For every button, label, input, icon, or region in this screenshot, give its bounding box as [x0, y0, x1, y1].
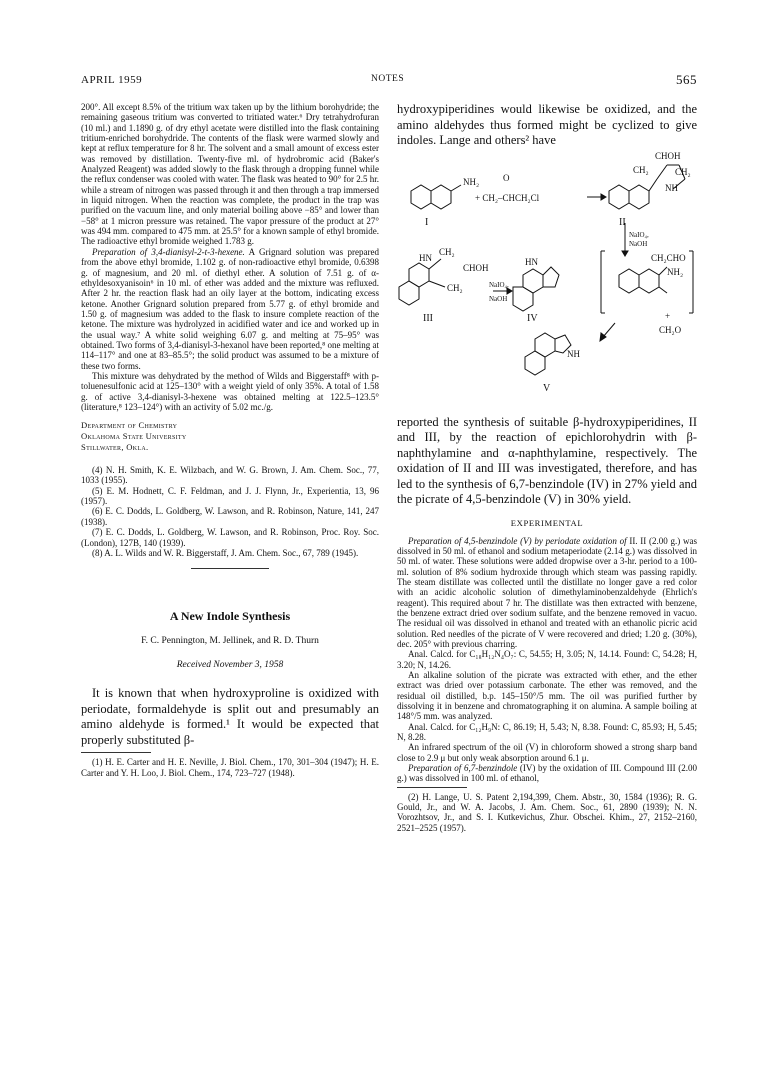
reference-item: (6) E. C. Dodds, L. Goldberg, W. Lawson, and R. Robinson, Nature, 141, 247 (1938).: [81, 506, 379, 527]
footnote-1: (1) H. E. Carter and H. E. Neville, J. Biol. Chem., 170, 301–304 (1947); H. E. Carter and Y. H. Loo, J. Biol. Chem., 174, 723–727 (1948).: [81, 757, 379, 778]
affiliation-line: Stillwater, Okla.: [81, 441, 149, 452]
group-label: CH₂: [447, 282, 463, 293]
group-label: CH₂CHO: [651, 252, 686, 263]
header-date: APRIL 1959: [81, 74, 143, 86]
article-title: A New Indole Synthesis: [169, 609, 291, 624]
group-label: CHOH: [655, 150, 681, 161]
compound-label: IV: [527, 312, 538, 324]
group-label: CHOH: [463, 262, 489, 273]
right-column: [397, 102, 697, 833]
right-intro: hydroxypiperidines would likewise be oxidized, and the amino aldehydes thus formed might be cyclized to give indoles. Lange and others² have: [397, 102, 697, 147]
compound-label: I: [425, 216, 429, 228]
reagent-label: NaIO₄,: [629, 230, 649, 239]
subsection-title: Preparation of 6,7-benzindole: [408, 763, 518, 774]
subsection-title: Preparation of 3,4-dianisyl-2-t-3-hexene.: [92, 246, 245, 257]
received-date: Received November 3, 1958: [176, 660, 284, 671]
reference-list: [81, 465, 379, 558]
subsection-title-cont: (V) by periodate oxidation of: [517, 535, 627, 546]
left-paragraph-1: 200°. All except 8.5% of the tritium wax taken up by the lithium borohydride; the remaining gaseous tritium was converted to tritiated water.⁶ Dry tetrahydrofuran (10 ml.) and 1.1890 g. of dry ethyl acetate were distilled into the flask containing tritium-enriched borohydride. The contents of the flask were warmed slowly and kept at reflux temperature for 8 hr. The solvent and a small amount of excess ester was removed by distillation. Twenty-five ml. of hydrobromic acid (Baker's Analyzed Reagent) was added slowly to the flask through a dropping funnel while the reflux condenser was cooled with water. The flask was heated to 90° for 2.5 hr. while a stream of nitrogen was passed through it and then through a trap immersed in liquid nitrogen. When the reaction was complete, the product in the trap was purified on the vacuum line, and only material boiling above −85° and lower than −58° at 1 micron pressure was retained. The vapor pressure of the product at 27° was 494 mm. compared to 475 mm. at 25.5° for a known sample of ethyl bromide. The radioactive ethyl bromide weighed 1.783 g.: [81, 102, 379, 247]
reference-item: (4) N. H. Smith, K. E. Wilzbach, and W. G. Brown, J. Am. Chem. Soc., 77, 1033 (1955).: [81, 465, 379, 486]
divider: [191, 568, 269, 569]
reagent-label: NaOH: [489, 294, 508, 303]
article-intro: It is known that when hydroxyproline is oxidized with periodate, formaldehyde is split out and presumably an amino aldehyde is formed.¹ It would be expected that properly substituted β-: [81, 686, 379, 747]
reference-item: (7) E. C. Dodds, L. Goldberg, W. Lawson, and R. Robinson, Proc. Roy. Soc. (London), 127B, 140 (1939).: [81, 527, 379, 548]
group-label: NH₂: [463, 176, 480, 187]
experimental-paragraph-3: An infrared spectrum of the oil (V) in chloroform showed a strong sharp band close to 2.9 μ but only weak absorption around 6.1 μ.: [397, 742, 697, 763]
left-paragraph-3: This mixture was dehydrated by the method of Wilds and Biggerstaff⁸ with p-toluenesulfonic acid at 125–130° with a weight yield of only 35%. A total of 1.58 g. of active 3,4-dianisyl-3-hexene was obtained melting at 122.5–123.5° (literature,⁸ 123–124°) with an activity of 5.02 mc./g.: [81, 370, 379, 412]
group-label: CH₂: [675, 166, 691, 177]
article-authors: F. C. Pennington, M. Jellinek, and R. D. Thurn: [141, 636, 319, 647]
page-number: 565: [676, 72, 697, 87]
footnote-divider: [397, 787, 467, 788]
experimental-paragraph-1: [397, 536, 697, 650]
group-label: NH: [567, 348, 580, 359]
experimental-text: II. II (2.00 g.) was dissolved in 50 ml. of ethanol and sodium metaperiodate (2.14 g.) was dissolved in 50 ml. of water. These solutions were added dropwise over a 3-hr. period to a 100-ml. solution of 8% sodium hydroxide through which steam was passing rapidly. The steam distillate was collected until the distillate no longer gave a red color with an acidic alcoholic solution of dimethylaminobenzaldehyde (Ehrlich's reagent). This required about 7 hr. The distillate was then extracted with benzene, the benzene extract dried over sodium sulfate, and the benzene removed in vacuo. The residual oil was dissolved in ethanol and treated with an ethanolic picric acid solution. Red needles of the picrate of V were recovered and dried; 1.20 g. (30%), dec. 205° with previous charring.: [397, 535, 698, 649]
group-label: CH₂: [633, 164, 649, 175]
experimental-paragraph-4: [397, 763, 697, 784]
analysis-1: Anal. Calcd. for C₁₈H₁₂N₄O₇: C, 54.55; H, 3.05; N, 14.14. Found: C, 54.28; H, 3.20; N, 14.26.: [397, 649, 697, 670]
group-label: HN: [419, 252, 432, 263]
affiliation: [81, 420, 379, 452]
running-header: [81, 74, 697, 90]
reference-item: (5) E. M. Hodnett, C. F. Feldman, and J. J. Flynn, Jr., Experientia, 13, 96 (1957).: [81, 485, 379, 507]
group-label: CH₂: [439, 246, 455, 257]
right-paragraph-2: reported the synthesis of suitable β-hydroxypiperidines, II and III, by the reaction of epichlorohydrin with β-naphthylamine and α-naphthylamine, respectively. The oxidation of II and III was investigated, therefore, and has led to the synthesis of 6,7-benzindole (IV) in 27% yield and the picrate of 4,5-benzindole (V) in 30% yield.: [397, 414, 697, 506]
analysis-2: Anal. Calcd. for C₁₂H₉N: C, 86.19; H, 5.43; N, 8.38. Found: C, 85.93; H, 5.45; N, 8.28.: [397, 721, 697, 743]
footnote-divider: [81, 752, 151, 753]
group-label: NH₂: [667, 266, 684, 277]
group-label: O: [503, 172, 510, 183]
compound-label: V: [543, 382, 551, 394]
group-label: NH: [665, 182, 678, 193]
group-label: CH₂O: [659, 324, 682, 335]
left-paragraph-2-text: A Grignard solution was prepared from the above ethyl bromide, 1.102 g. of non-radioactive ethyl bromide, 0.6398 g. of magnesium, and 20 ml. of diethyl ether. A solution of 7.51 g. of α-ethyldesoxyanisoin⁶ in 10 ml. of ether was added and the mixture was refluxed. After 2 hr. the reaction flask had an oily layer at the bottom, indicating excess ketone. Another Grignard solution prepared from 5.77 g. of ethyl bromide and 1.50 g. of magnesium was added to the flask to insure complete reaction of the ketone. The mixture was hydrolyzed in acidified water and ice and worked up in the usual way.⁷ A white solid weighing 6.07 g. and melting at 75–95° was obtained. Two forms of 3,4-dianisyl-3-hexanol have been reported,⁸ one melting at 114–117° and one at 83–85.5°; the solid product was assumed to be a mixture of these two forms.: [81, 246, 380, 371]
reagent-label: NaIO₄,: [489, 280, 509, 289]
compound-label: III: [423, 312, 433, 324]
group-label: HN: [525, 256, 538, 267]
reagent-label: NaOH: [629, 239, 648, 248]
compound-label: II: [619, 216, 626, 228]
left-paragraph-2: [81, 247, 379, 371]
footnote-2: (2) H. Lange, U. S. Patent 2,194,399, Chem. Abstr., 30, 1584 (1936); R. G. Gould, Jr., and W. A. Jacobs, J. Am. Chem. Soc., 61, 2890 (1939); N. N. Vorozhtsov, Jr., and S. I. Kutkevichus, Zhur. Obschei. Khim., 27, 2152–2160, 2521–2525 (1957).: [397, 791, 697, 833]
header-section: NOTES: [371, 74, 405, 84]
experimental-paragraph-2: An alkaline solution of the picrate was extracted with ether, and the ether extract was dried over potassium carbonate. The ether was removed, and the residual oil distilled, b.p. 145–150°/5 mm. The oil was purified further by dissolving it in benzene and chromatographing it on alumina. A sample boiling at 148°/5 mm. was analyzed.: [397, 669, 697, 722]
affiliation-line: Department of Chemistry: [81, 420, 178, 431]
group-label: +: [665, 310, 671, 321]
experimental-text: (IV) by the oxidation of III. Compound III (2.00 g.) was dissolved in 100 ml. of ethanol,: [397, 763, 697, 784]
left-column: [81, 102, 379, 778]
subsection-title: Preparation of 4,5-benzindole: [408, 535, 518, 546]
group-label: + CH₂–CHCH₂Cl: [475, 192, 540, 203]
section-heading: EXPERIMENTAL: [510, 517, 584, 528]
affiliation-line: Oklahoma State University: [81, 430, 187, 441]
reference-item: (8) A. L. Wilds and W. R. Biggerstaff, J. Am. Chem. Soc., 67, 789 (1945).: [92, 547, 359, 558]
reaction-scheme: [397, 151, 697, 413]
